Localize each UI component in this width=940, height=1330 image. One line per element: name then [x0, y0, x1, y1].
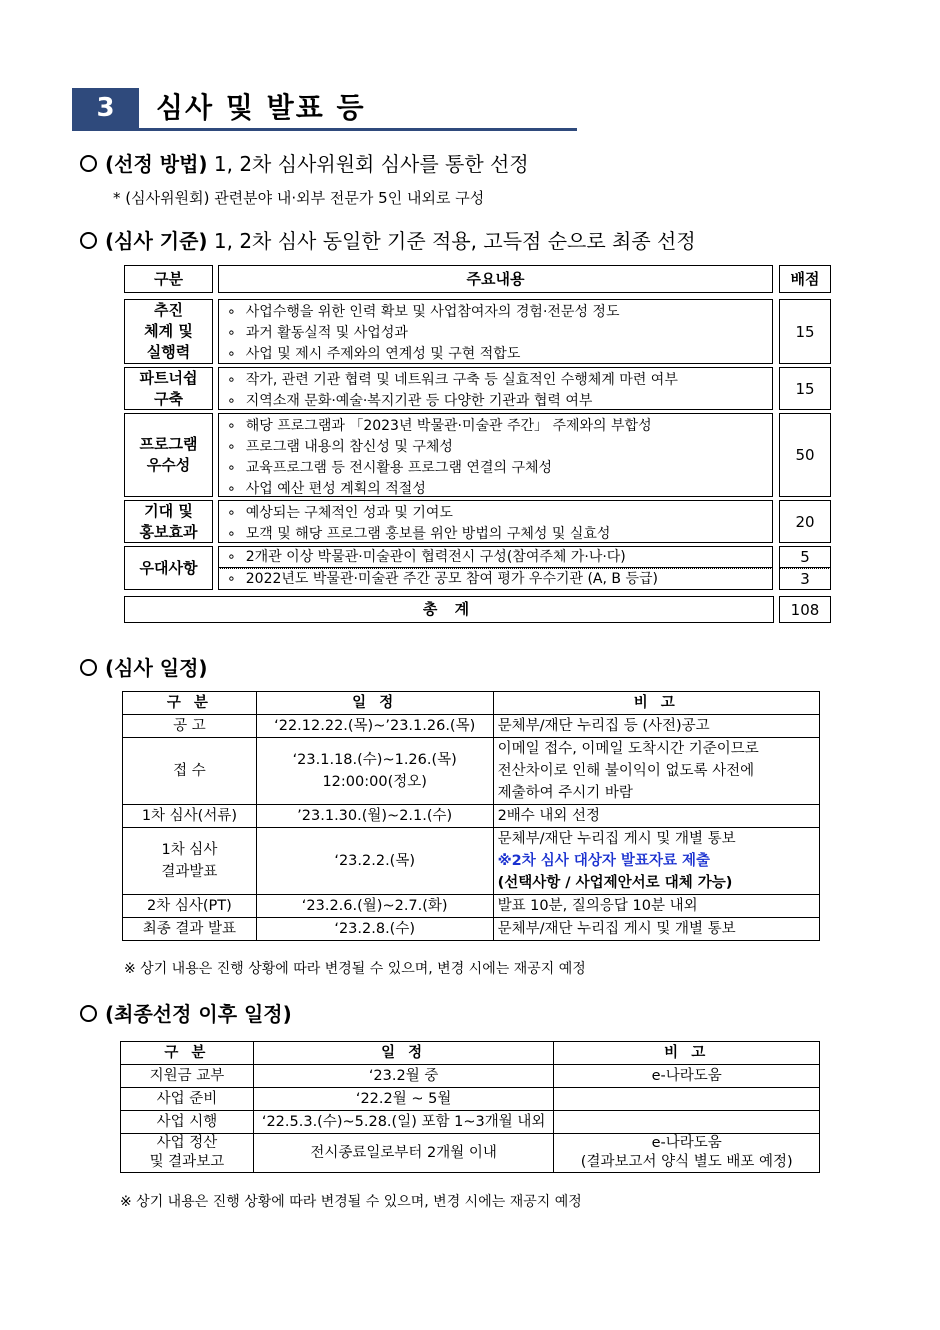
table-row	[123, 918, 820, 941]
section-title: 심사 및 발표 등	[156, 91, 366, 124]
schedule-category: 최종 결과 발표	[123, 918, 257, 941]
criteria-score: 20	[779, 500, 831, 543]
table-row	[123, 738, 820, 805]
circle-bullet-icon	[80, 155, 97, 172]
post-schedule-label: (최종선정 이후 일정)	[105, 1002, 292, 1026]
post-schedule-line	[80, 1001, 292, 1027]
post-note	[554, 1111, 820, 1134]
schedule-note-line: 문체부/재단 누리집 게시 및 개별 통보	[497, 831, 736, 847]
selection-method-note: * (심사위원회) 관련분야 내·외부 전문가 5인 내외로 구성	[113, 189, 485, 207]
schedule-date: ‘23.2.6.(월)~2.7.(화)	[256, 895, 493, 918]
table-row	[121, 1111, 820, 1134]
schedule-note-line: 이메일 접수, 이메일 도착시간 기준이므로	[497, 741, 759, 757]
criteria-item: ∘ 사업 예산 편성 계획의 적절성	[227, 479, 772, 500]
criteria-header-score: 배점	[779, 265, 831, 293]
post-date: 전시종료일로부터 2개월 이내	[253, 1134, 554, 1173]
criteria-item: ∘ 프로그램 내용의 참신성 및 구체성	[227, 437, 772, 458]
circle-bullet-icon	[80, 232, 97, 249]
criteria-score: 3	[779, 568, 831, 590]
criteria-header-content: 주요내용	[218, 265, 773, 293]
schedule-category: 1차 심사(서류)	[123, 805, 257, 828]
post-date: ‘22.5.3.(수)~5.28.(일) 포함 1~3개월 내외	[253, 1111, 554, 1134]
schedule-note: 2배수 내외 선정	[493, 805, 819, 828]
schedule-line	[80, 655, 208, 681]
post-category: 지원금 교부	[121, 1065, 254, 1088]
schedule-note: 문체부/재단 누리집 게시 및 개별 통보	[493, 918, 819, 941]
criteria-item: ∘ 예상되는 구체적인 성과 및 기여도	[227, 503, 772, 524]
schedule-note: 문체부/재단 누리집 등 (사전)공고	[493, 715, 819, 738]
criteria-items	[218, 367, 773, 410]
schedule-note	[493, 738, 819, 805]
schedule-note-line: (선택사항 / 사업제안서로 대체 가능)	[497, 875, 733, 891]
criteria-score: 5	[779, 546, 831, 568]
criteria-category: 우대사항	[124, 546, 213, 590]
table-row	[123, 805, 820, 828]
schedule-category: 접 수	[123, 738, 257, 805]
schedule-note: 발표 10분, 질의응답 10분 내외	[493, 895, 819, 918]
table-header-cell: 구 분	[121, 1042, 254, 1065]
criteria-items	[218, 500, 773, 543]
criteria-item: ∘ 지역소재 문화·예술·복지기관 등 다양한 기관과 협력 여부	[227, 391, 772, 412]
header-underline	[72, 128, 577, 131]
schedule-category: 공 고	[123, 715, 257, 738]
criteria-text: 1, 2차 심사 동일한 기준 적용, 고득점 순으로 최종 선정	[213, 229, 696, 253]
schedule-note	[493, 828, 819, 895]
table-header-cell: 일 정	[256, 692, 493, 715]
section-header	[72, 88, 577, 130]
criteria-item: ∘ 모객 및 해당 프로그램 홍보를 위안 방법의 구체성 및 실효성	[227, 524, 772, 545]
criteria-item: ∘ 해당 프로그램과 「2023년 박물관·미술관 주간」 주제와의 부합성	[227, 416, 772, 437]
table-row	[123, 828, 820, 895]
schedule-category: 2차 심사(PT)	[123, 895, 257, 918]
table-row	[121, 1088, 820, 1111]
criteria-items	[218, 299, 773, 364]
table-header-cell: 비 고	[493, 692, 819, 715]
table-header-row	[123, 692, 820, 715]
criteria-header-category: 구분	[124, 265, 213, 293]
criteria-item: ∘ 과거 활동실적 및 사업성과	[227, 323, 772, 344]
schedule-date: ‘23.2.2.(목)	[256, 828, 493, 895]
table-header-cell: 비 고	[554, 1042, 820, 1065]
schedule-note-line: 전산차이로 인해 불이익이 없도록 사전에	[497, 763, 755, 779]
criteria-item: ∘ 2022년도 박물관·미술관 주간 공모 참여 평가 우수기관 (A, B 등급)	[227, 569, 772, 589]
criteria-score: 50	[779, 413, 831, 497]
circle-bullet-icon	[80, 659, 97, 676]
criteria-category: 파트너쉽 구축	[124, 367, 213, 410]
post-date: ‘22.2월 ~ 5월	[253, 1088, 554, 1111]
selection-method-text: 1, 2차 심사위원회 심사를 통한 선정	[213, 152, 529, 176]
post-note: e-나라도움	[554, 1065, 820, 1088]
schedule-note-line: 제출하여 주시기 바람	[497, 785, 633, 801]
schedule-category: 1차 심사 결과발표	[123, 828, 257, 895]
criteria-line	[80, 228, 696, 254]
section-number: 3	[72, 88, 139, 128]
schedule-label: (심사 일정)	[105, 656, 208, 680]
criteria-category: 프로그램 우수성	[124, 413, 213, 497]
schedule-date: ‘22.12.22.(목)~’23.1.26.(목)	[256, 715, 493, 738]
selection-method-line	[80, 151, 529, 177]
criteria-item-box	[218, 568, 773, 590]
criteria-item: ∘ 사업 및 제시 주제와의 연계성 및 구현 적합도	[227, 344, 772, 365]
criteria-total-score: 108	[779, 596, 831, 623]
criteria-score: 15	[779, 367, 831, 410]
post-category: 사업 시행	[121, 1111, 254, 1134]
post-note	[554, 1088, 820, 1111]
table-row	[123, 715, 820, 738]
table-row	[121, 1065, 820, 1088]
criteria-score: 15	[779, 299, 831, 364]
post-category: 사업 준비	[121, 1088, 254, 1111]
table-row	[123, 895, 820, 918]
table-header-cell: 구 분	[123, 692, 257, 715]
schedule-footnote: ※ 상기 내용은 진행 상황에 따라 변경될 수 있으며, 변경 시에는 재공지 예정	[124, 961, 586, 977]
schedule-date: ’23.1.30.(월)~2.1.(수)	[256, 805, 493, 828]
schedule-note-highlight: ※2차 심사 대상자 발표자료 제출	[497, 853, 711, 869]
table-header-row	[121, 1042, 820, 1065]
criteria-item: ∘ 작가, 관련 기관 협력 및 네트워크 구축 등 실효적인 수행체계 마련 여부	[227, 370, 772, 391]
schedule-date: ‘23.1.18.(수)~1.26.(목) 12:00:00(정오)	[256, 738, 493, 805]
criteria-total-label: 총 계	[124, 596, 774, 623]
post-note: e-나라도움 (결과보고서 양식 별도 배포 예정)	[554, 1134, 820, 1173]
criteria-category: 기대 및 홍보효과	[124, 500, 213, 543]
post-footnote: ※ 상기 내용은 진행 상황에 따라 변경될 수 있으며, 변경 시에는 재공지 예정	[120, 1194, 582, 1210]
schedule-table	[122, 691, 820, 941]
criteria-item: ∘ 교육프로그램 등 전시활용 프로그램 연결의 구체성	[227, 458, 772, 479]
table-row	[121, 1134, 820, 1173]
post-date: ‘23.2월 중	[253, 1065, 554, 1088]
schedule-date: ‘23.2.8.(수)	[256, 918, 493, 941]
criteria-category: 추진 체계 및 실행력	[124, 299, 213, 364]
post-schedule-table	[120, 1041, 820, 1173]
post-category: 사업 정산 및 결과보고	[121, 1134, 254, 1173]
criteria-item: ∘ 사업수행을 위한 인력 확보 및 사업참여자의 경험·전문성 정도	[227, 302, 772, 323]
criteria-item-box	[218, 546, 773, 568]
circle-bullet-icon	[80, 1005, 97, 1022]
selection-method-label: (선정 방법)	[105, 152, 208, 176]
criteria-items	[218, 413, 773, 497]
criteria-label: (심사 기준)	[105, 229, 208, 253]
table-header-cell: 일 정	[253, 1042, 554, 1065]
criteria-item: ∘ 2개관 이상 박물관·미술관이 협력전시 구성(참여주체 가·나·다)	[227, 547, 772, 567]
